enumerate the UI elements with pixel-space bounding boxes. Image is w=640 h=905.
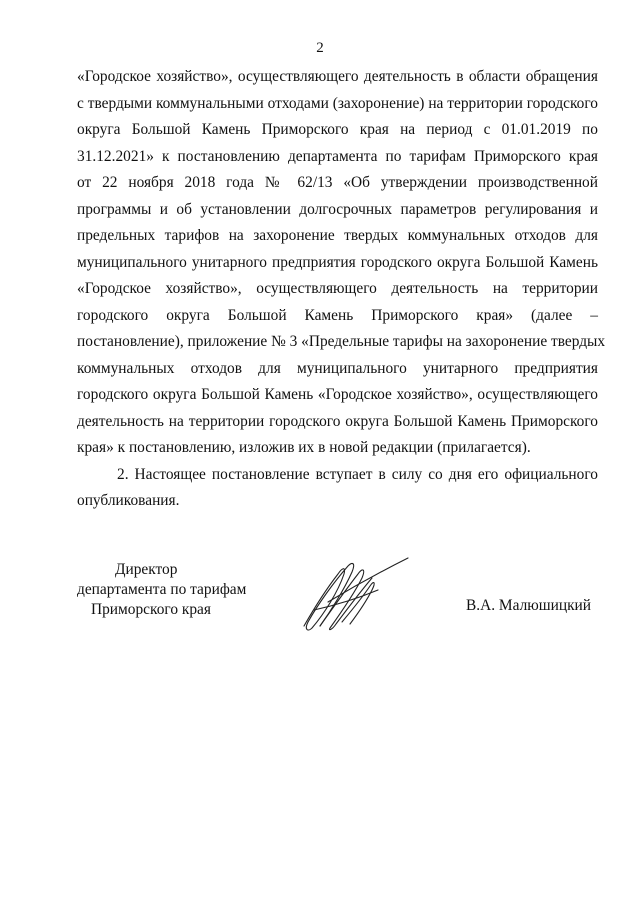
text-line: опубликования. bbox=[77, 492, 180, 509]
paragraph-2 bbox=[77, 462, 598, 515]
text-line: деятельность на территории городского округа Большой Камень Приморского bbox=[77, 412, 598, 430]
text-line: коммунальных отходов для муниципального унитарного предприятия bbox=[77, 359, 598, 377]
signatory-title-line: Директор bbox=[115, 561, 178, 578]
page-number: 2 bbox=[316, 40, 324, 56]
text-line: программы и об установлении долгосрочных параметров регулирования и bbox=[77, 200, 598, 218]
text-line: от 22 ноября 2018 года № 62/13 «Об утверждении производственной bbox=[77, 174, 598, 191]
signatory-title bbox=[77, 560, 246, 620]
signatory-title-line: департамента по тарифам bbox=[77, 581, 247, 598]
signer-name: В.А. Малюшицкий bbox=[466, 597, 592, 614]
text-line: края» к постановлению, изложив их в новой редакции (прилагается). bbox=[77, 439, 531, 456]
document-body bbox=[77, 64, 606, 515]
text-line: с твердыми коммунальными отходами (захоронение) на территории городского bbox=[77, 94, 598, 112]
text-line: городского округа Большой Камень «Городское хозяйство», осуществляющего bbox=[77, 386, 598, 403]
text-line: городского округа Большой Камень Приморского края» (далее – bbox=[77, 306, 598, 324]
text-line: округа Большой Камень Приморского края на период с 01.01.2019 по bbox=[77, 121, 598, 138]
signatory-title-line: Приморского края bbox=[91, 601, 211, 618]
text-line: предельных тарифов на захоронение твердых коммунальных отходов для bbox=[77, 227, 598, 244]
text-line: «Городское хозяйство», осуществляющего деятельность в области обращения bbox=[77, 68, 598, 85]
text-line: 2. Настоящее постановление вступает в силу со дня его официального bbox=[117, 465, 598, 483]
text-line: 31.12.2021» к постановлению департамента по тарифам Приморского края bbox=[77, 147, 598, 165]
handwritten-signature bbox=[298, 552, 410, 634]
paragraph-1 bbox=[77, 64, 606, 462]
text-line: постановление), приложение № 3 «Предельные тарифы на захоронение твердых bbox=[77, 333, 606, 350]
text-line: муниципального унитарного предприятия городского округа Большой Камень bbox=[77, 253, 598, 271]
text-line: «Городское хозяйство», осуществляющего деятельность на территории bbox=[77, 280, 598, 297]
